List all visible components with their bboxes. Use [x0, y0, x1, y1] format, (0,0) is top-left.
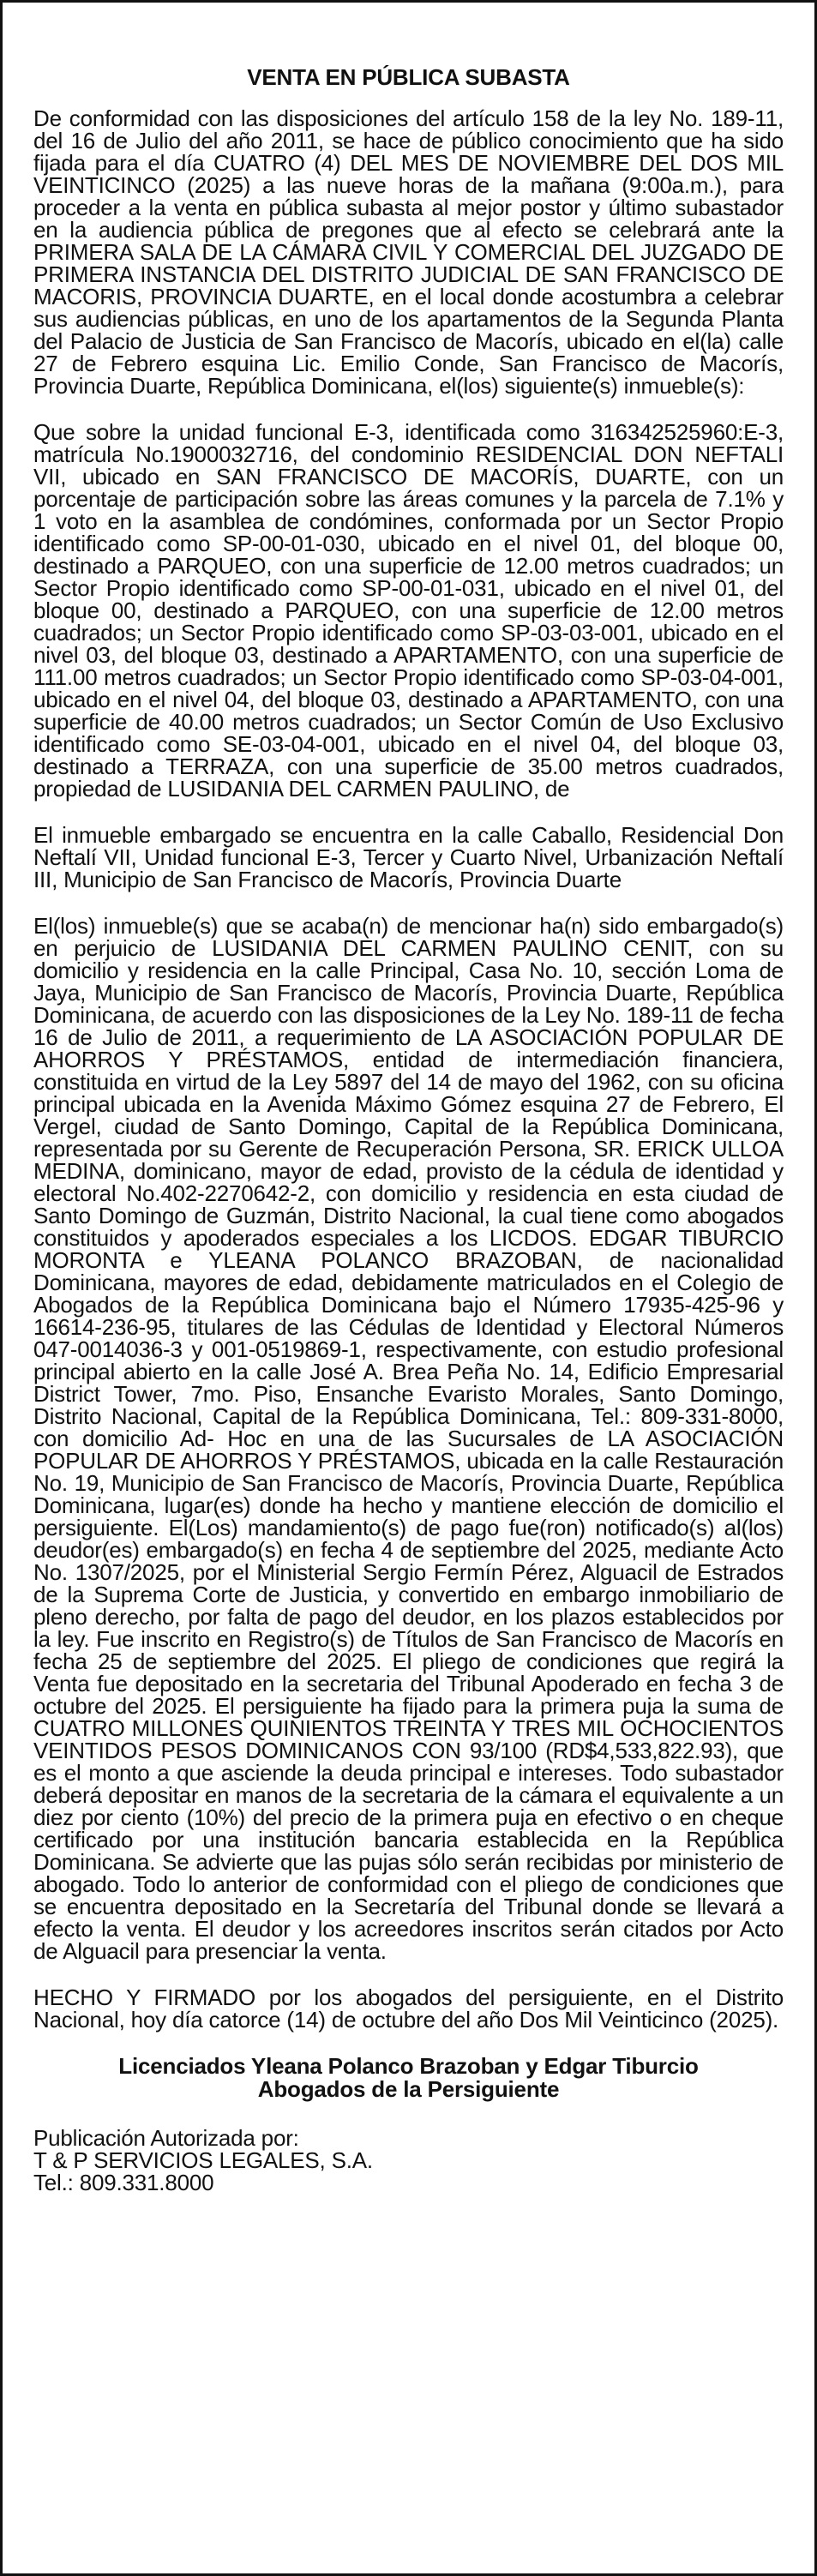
paragraph-seizure-details: El(los) inmueble(s) que se acaba(n) de mencionar ha(n) sido embargado(s) en perjuicio de LUSIDANIA DEL CARMEN PAULINO CENIT, con su domicilio y residencia en la calle Principal, Casa No. 10, sección Loma de Jaya, Municipio de San Francisco de Macorís, Provincia Duarte, República Dominicana, de acuerdo con las disposiciones de la Ley No. 189-11 de fecha 16 de Julio de 2011, a requerimiento de LA ASOCIACIÓN POPULAR DE AHORROS Y PRÉSTAMOS, entidad de intermediación financiera, constituida en virtud de la Ley 5897 del 14 de mayo del 1962, con su oficina principal ubicada en la Avenida Máximo Gómez esquina 27 de Febrero, El Vergel, ciudad de Santo Domingo, Capital de la República Dominicana, representada por su Gerente de Recuperación Persona, SR. ERICK ULLOA MEDINA, dominicano, mayor de edad, provisto de la cédula de identidad y electoral No.402-2270642-2, con domicilio y residencia en esta ciudad de Santo Domingo de Guzmán, Distrito Nacional, la cual tiene como abogados constituidos y apoderados especiales a los LICDOS. EDGAR TIBURCIO MORONTA e YLEANA POLANCO BRAZOBAN, de nacionalidad Dominicana, mayores de edad, debidamente matriculados en el Colegio de Abogados de la República Dominicana bajo el Número 17935-425-96 y 16614-236-95, titulares de las Cédulas de Identidad y Electoral Números 047-0014036-3 y 001-0519869-1, respectivamente, con estudio profesional principal abierto en la calle José A. Brea Peña No. 14, Edificio Empresarial District Tower, 7mo. Piso, Ensanche Evaristo Morales, Santo Domingo, Distrito Nacional, Capital de la República Dominicana, Tel.: 809-331-8000, con domicilio Ad- Hoc en una de las Sucursales de LA ASOCIACIÓN POPULAR DE AHORROS Y PRÉSTAMOS, ubicada en la calle Restauración No. 19, Municipio de San Francisco de Macorís, Provincia Duarte, República Dominicana, lugar(es) donde ha hecho y mantiene elección de domicilio el persiguiente. El(Los) mandamiento(s) de pago fue(ron) notificado(s) al(los) deudor(es) embargado(s) en fecha 4 de septiembre del 2025, mediante Acto No. 1307/2025, por el Ministerial Sergio Fermín Pérez, Alguacil de Estrados de la Suprema Corte de Justicia, y convertido en embargo inmobiliario de pleno derecho, por falta de pago del deudor, en los plazos establecidos por la ley. Fue inscrito en Registro(s) de Títulos de San Francisco de Macorís en fecha 25 de septiembre del 2025. El pliego de condiciones que regirá la Venta fue depositado en la secretaria del Tribunal Apoderado en fecha 3 de octubre del 2025. El persiguiente ha fijado para la primera puja la suma de CUATRO MILLONES QUINIENTOS TREINTA Y TRES MIL OCHOCIENTOS VEINTIDOS PESOS DOMINICANOS CON 93/100 (RD$4,533,822.93), que es el monto a que asciende la deuda principal e intereses. Todo subastador deberá depositar en manos de la secretaria de la cámara el equivalente a un diez por ciento (10%) del precio de la primera puja en efectivo o en cheque certificado por una institución bancaria establecida en la República Dominicana. Se advierte que las pujas sólo serán recibidas por ministerio de abogado. Todo lo anterior de conformidad con el pliego de condiciones que se encuentra depositado en la Secretaría del Tribunal donde se llevará a efecto la venta. El deudor y los acreedores inscritos serán citados por Acto de Alguacil para presenciar la venta. [33, 913, 784, 1964]
footer-phone: Tel.: 809.331.8000 [33, 2170, 214, 2195]
paragraph-auction-announcement: De conformidad con las disposiciones del artículo 158 de la ley No. 189-11, del 16 de Julio del año 2011, se hace de público conocimiento que ha sido fijada para el día CUATRO (4) DEL MES DE NOVIEMBRE DEL DOS MIL VEINTICINCO (2025) a las nueve horas de la mañana (9:00a.m.), para proceder a la venta en pública subasta al mejor postor y último subastador en la audiencia pública de pregones que al efecto se celebrará ante la PRIMERA SALA DE LA CÁMARA CIVIL Y COMERCIAL DEL JUZGADO DE PRIMERA INSTANCIA DEL DISTRITO JUDICIAL DE SAN FRANCISCO DE MACORIS, PROVINCIA DUARTE, en el local donde acostumbra a celebrar sus audiencias públicas, en uno de los apartamentos de la Segunda Planta del Palacio de Justicia de San Francisco de Macorís, ubicado en el(la) calle 27 de Febrero esquina Lic. Emilio Conde, San Francisco de Macorís, Provincia Duarte, República Dominicana, el(los) siguiente(s) inmueble(s): [33, 105, 784, 399]
notice-title: VENTA EN PÚBLICA SUBASTA [247, 64, 570, 90]
signatories-role: Abogados de la Persiguiente [257, 2076, 560, 2102]
footer-company-name: T & P SERVICIOS LEGALES, S.A. [33, 2147, 373, 2173]
footer-authorized-by: Publicación Autorizada por: [33, 2125, 299, 2151]
publication-footer [33, 2127, 784, 2194]
paragraph-property-description: Que sobre la unidad funcional E-3, identificada como 316342525960:E-3, matrícula No.1900032716, del condominio RESIDENCIAL DON NEFTALI VII, ubicado en SAN FRANCISCO DE MACORÍS, DUARTE, con un porcentaje de participación sobre las áreas comunes y la parcela de 7.1% y 1 voto en la asamblea de condómines, conformada por un Sector Propio identificado como SP-00-01-030, ubicado en el nivel 01, del bloque 00, destinado a PARQUEO, con una superficie de 12.00 metros cuadrados; un Sector Propio identificado como SP-00-01-031, ubicado en el nivel 01, del bloque 00, destinado a PARQUEO, con una superficie de 12.00 metros cuadrados; un Sector Propio identificado como SP-03-03-001, ubicado en el nivel 03, del bloque 03, destinado a APARTAMENTO, con una superficie de 111.00 metros cuadrados; un Sector Propio identificado como SP-03-04-001, ubicado en el nivel 04, del bloque 03, destinado a APARTAMENTO, con una superficie de 40.00 metros cuadrados; un Sector Común de Uso Exclusivo identificado como SE-03-04-001, ubicado en el nivel 04, del bloque 03, destinado a TERRAZA, con una superficie de 35.00 metros cuadrados, propiedad de LUSIDANIA DEL CARMEN PAULINO, de [33, 419, 784, 802]
paragraph-property-location: El inmueble embargado se encuentra en la calle Caballo, Residencial Don Neftalí VII, Unidad funcional E-3, Tercer y Cuarto Nivel, Urbanización Neftalí III, Municipio de San Francisco de Macorís, Provincia Duarte [33, 822, 784, 892]
signatories-names: Licenciados Yleana Polanco Brazoban y Edgar Tiburcio [118, 2053, 699, 2079]
paragraph-signed-statement: HECHO Y FIRMADO por los abogados del persiguiente, en el Distrito Nacional, hoy día catorce (14) de octubre del año Dos Mil Veinticinco (2025). [33, 1985, 784, 2033]
